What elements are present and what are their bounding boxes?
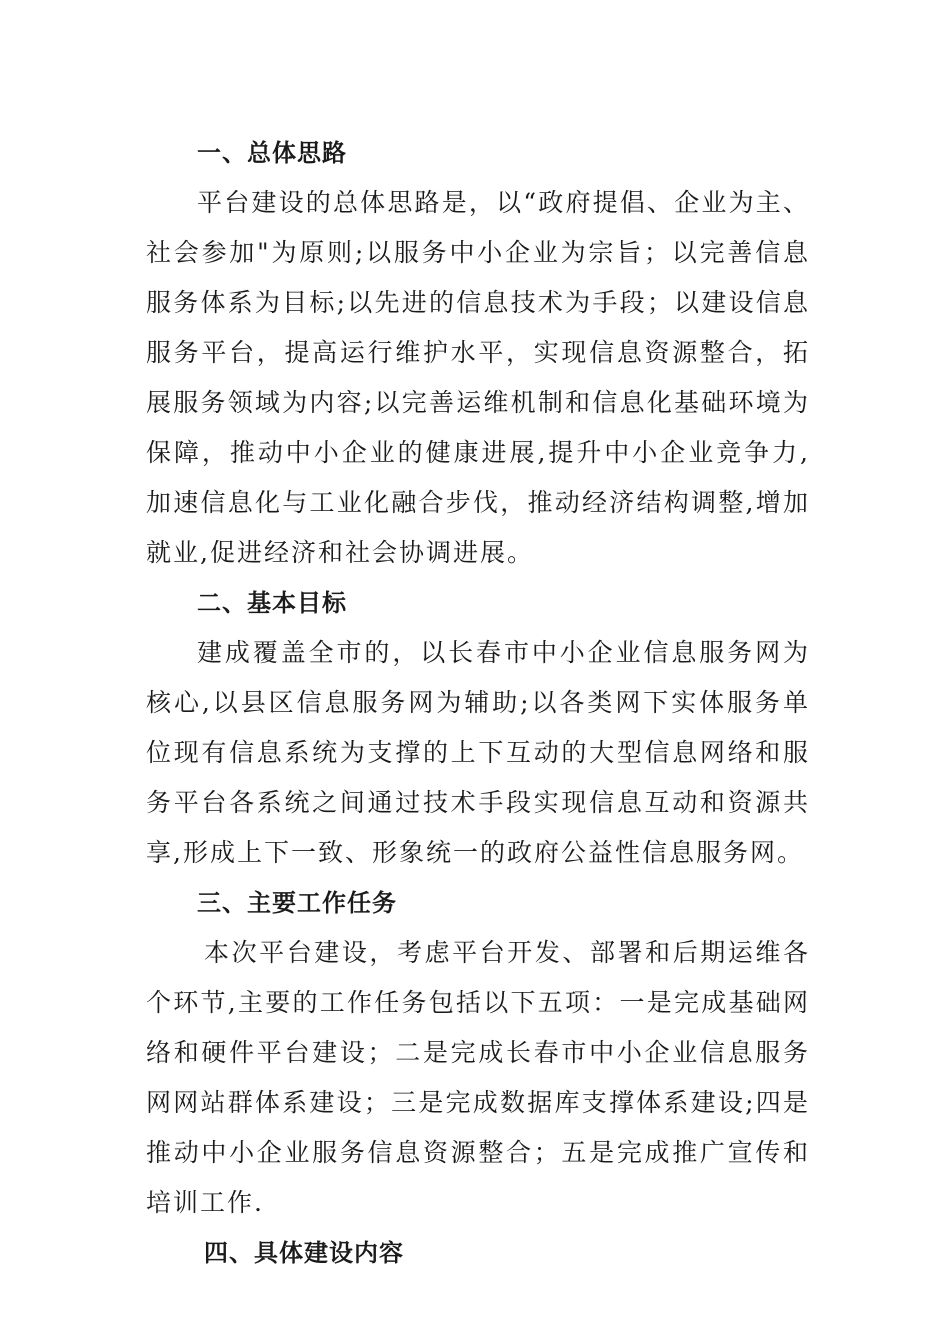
section-heading-overall-approach: 一、总体思路 — [197, 138, 347, 167]
section-heading-basic-goals: 二、基本目标 — [197, 588, 347, 617]
section-paragraph-main-tasks: 本次平台建设，考虑平台开发、部署和后期运维各个环节,主要的工作任务包括以下五项：一是完成基础网络和硬件平台建设；二是完成长春市中小企业信息服务网网站群体系建设；三是完成数据库支撑体系建设;四是推动中小企业服务信息资源整合；五是完成推广宣传和培训工作. — [146, 938, 810, 1217]
section-paragraph-basic-goals: 建成覆盖全市的，以长春市中小企业信息服务网为核心,以县区信息服务网为辅助;以各类网下实体服务单位现有信息系统为支撑的上下互动的大型信息网络和服务平台各系统之间通过技术手段实现信息互动和资源共享,形成上下一致、形象统一的政府公益性信息服务网。 — [146, 638, 810, 867]
section-heading-main-tasks: 三、主要工作任务 — [197, 888, 397, 917]
document-body — [146, 128, 810, 1278]
section-heading-construction-content: 四、具体建设内容 — [204, 1238, 404, 1267]
section-paragraph-overall-approach: 平台建设的总体思路是，以“政府提倡、企业为主、社会参加"为原则;以服务中小企业为宗旨；以完善信息服务体系为目标;以先进的信息技术为手段；以建设信息服务平台，提高运行维护水平，实现信息资源整合，拓展服务领域为内容;以完善运维机制和信息化基础环境为保障，推动中小企业的健康进展,提升中小企业竞争力,加速信息化与工业化融合步伐，推动经济结构调整,增加就业,促进经济和社会协调进展。 — [146, 188, 810, 567]
